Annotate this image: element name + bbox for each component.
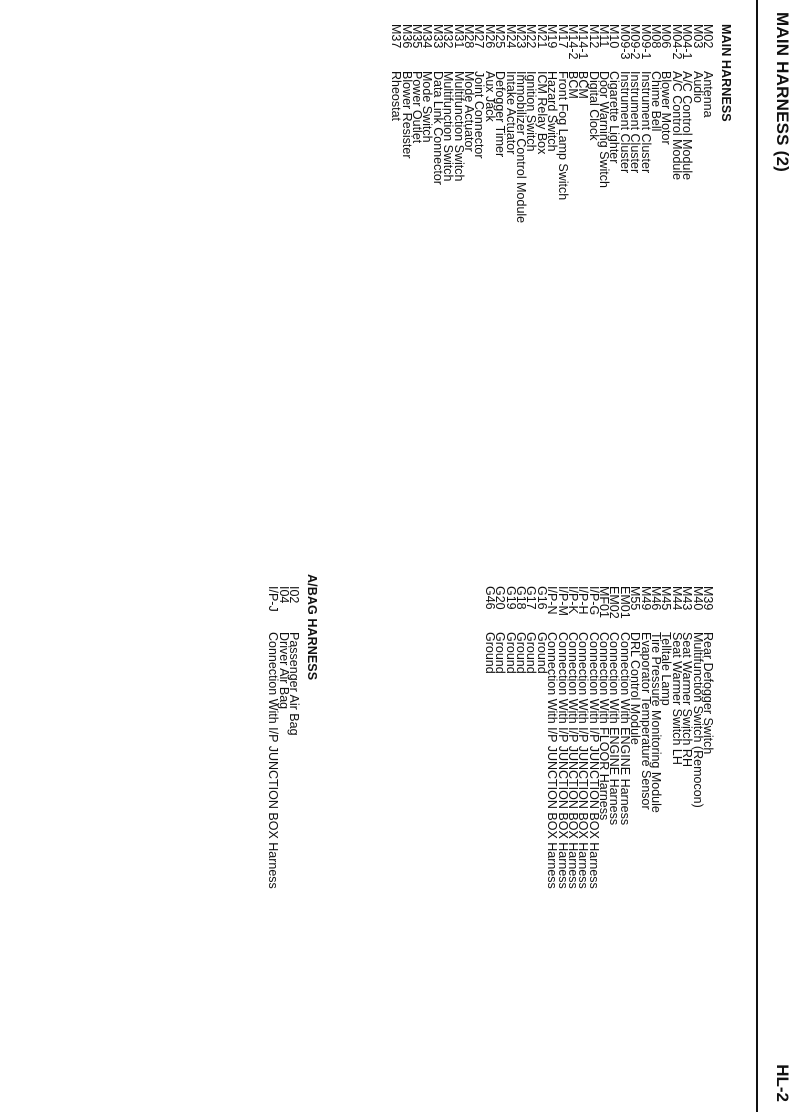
connector-code: M14-1 bbox=[576, 24, 591, 60]
connector-code: M55 bbox=[628, 586, 643, 611]
connector-description: Telltale Lamp bbox=[659, 632, 674, 706]
connector-description: Connection With I/P JUNCTION BOX Harness bbox=[545, 632, 560, 889]
connector-description: Door Warning Switch bbox=[597, 71, 612, 188]
connector-row bbox=[430, 24, 445, 223]
connector-code: M09-3 bbox=[617, 24, 632, 60]
connector-description: Multifunction Switch bbox=[441, 71, 456, 182]
connector-code: M45 bbox=[659, 586, 674, 611]
connector-description: Blower Resister bbox=[399, 71, 414, 159]
connector-row bbox=[482, 586, 497, 889]
connector-code: M43 bbox=[680, 586, 695, 611]
connector-description: Connection With FLOOR Harness bbox=[597, 632, 612, 821]
main-harness-heading: MAIN HARNESS bbox=[719, 24, 733, 122]
connector-description: Mode Switch bbox=[420, 71, 435, 143]
connector-code: M10 bbox=[607, 24, 622, 49]
connector-description: Joint Connector bbox=[472, 71, 487, 159]
connector-code: M34 bbox=[420, 24, 435, 49]
connector-code: M14-2 bbox=[565, 24, 580, 60]
connector-description: Ground bbox=[493, 632, 508, 674]
connector-code: M40 bbox=[690, 586, 705, 611]
connector-code: M39 bbox=[701, 586, 715, 611]
connector-code: M26 bbox=[482, 24, 497, 49]
connector-code: G46 bbox=[482, 586, 497, 610]
connector-code: M08 bbox=[649, 24, 664, 49]
connector-description: Antenna bbox=[701, 71, 715, 118]
connector-code: M46 bbox=[649, 586, 664, 611]
connector-description: Connection With ENGINE Harness bbox=[607, 632, 622, 826]
connector-code: M06 bbox=[659, 24, 674, 49]
main-harness-connector-list-continued bbox=[484, 586, 713, 889]
connector-code: M12 bbox=[586, 24, 601, 49]
connector-code: I/P-K bbox=[565, 586, 580, 614]
connector-code: G20 bbox=[493, 586, 508, 610]
connector-description: Driver Air Bag bbox=[276, 632, 291, 710]
connector-code: M11 bbox=[597, 24, 612, 48]
connector-description: Multifunction Switch bbox=[451, 71, 466, 182]
connector-code: M04-1 bbox=[680, 24, 695, 60]
connector-description: Ground bbox=[534, 632, 549, 674]
connector-description: Power Outlet bbox=[410, 71, 425, 144]
connector-description: Rheostat bbox=[389, 71, 404, 122]
connector-code: I/P-H bbox=[576, 586, 591, 615]
connector-description: Audio bbox=[690, 71, 705, 103]
connector-code: G19 bbox=[503, 586, 518, 610]
connector-description: BCM bbox=[565, 71, 580, 99]
connector-code: I/P-N bbox=[545, 586, 560, 615]
connector-description: Ignition Switch bbox=[524, 71, 539, 152]
connector-description: Tire Pressure Monitoring Module bbox=[649, 632, 664, 813]
connector-description: ICM Relay Box bbox=[534, 71, 549, 155]
connector-description: Connection With I/P JUNCTION BOX Harness bbox=[576, 632, 591, 889]
connector-description: Immobilizer Control Module bbox=[513, 71, 528, 224]
connector-description: Ground bbox=[513, 632, 528, 674]
connector-code: EM02 bbox=[607, 586, 622, 619]
connector-row bbox=[493, 24, 508, 223]
connector-code: I02 bbox=[287, 586, 301, 604]
connector-code: M49 bbox=[638, 586, 653, 611]
connector-description: Seat Warmer Switch RH bbox=[680, 632, 695, 767]
connector-code: M04-2 bbox=[669, 24, 684, 60]
connector-code: EM01 bbox=[617, 586, 632, 619]
connector-description: Mode Actuator bbox=[462, 71, 477, 152]
connector-description: Hazard Switch bbox=[545, 71, 560, 152]
connector-code: I/P-M bbox=[555, 586, 570, 616]
connector-description: BCM bbox=[576, 71, 591, 99]
connector-description: DRL Control Module bbox=[628, 632, 643, 745]
connector-code: M32 bbox=[441, 24, 456, 49]
connector-code: M09-2 bbox=[628, 24, 643, 60]
connector-code: I04 bbox=[276, 586, 291, 604]
connector-description: Intake Actuator bbox=[503, 71, 518, 155]
connector-code: M25 bbox=[493, 24, 508, 49]
connector-description: Connection With I/P JUNCTION BOX Harness bbox=[555, 632, 570, 889]
connector-description: Connection With I/P JUNCTION BOX Harness bbox=[565, 632, 580, 889]
connector-code: M09-1 bbox=[638, 24, 653, 60]
connector-row bbox=[399, 24, 414, 223]
connector-description: Connection With ENGINE Harness bbox=[617, 632, 632, 826]
connector-description: Blower Motor bbox=[659, 71, 674, 145]
connector-code: M37 bbox=[389, 24, 404, 49]
connector-description: Seat Warmer Switch LH bbox=[669, 632, 684, 765]
abag-harness-connector-list bbox=[268, 586, 299, 889]
connector-code: M36 bbox=[399, 24, 414, 49]
connector-code: M17 bbox=[555, 24, 570, 49]
connector-code: G16 bbox=[534, 586, 549, 610]
page-title: MAIN HARNESS (2) bbox=[773, 12, 792, 172]
connector-code: M33 bbox=[430, 24, 445, 49]
connector-code: M02 bbox=[701, 24, 715, 49]
connector-code: M24 bbox=[503, 24, 518, 49]
connector-code: I/P-G bbox=[586, 586, 601, 616]
connector-row bbox=[617, 24, 632, 223]
connector-description: Evaporator Temperature Sensor bbox=[638, 632, 653, 810]
connector-row bbox=[617, 586, 632, 889]
connector-description: Connection With I/P JUNCTION BOX Harness bbox=[586, 632, 601, 889]
connector-description: Ground bbox=[524, 632, 539, 674]
main-harness-connector-list bbox=[391, 24, 713, 223]
connector-code: M22 bbox=[524, 24, 539, 49]
connector-description: Digital Clock bbox=[586, 71, 601, 141]
connector-description: Rear Defogger Switch bbox=[701, 632, 715, 755]
header-divider bbox=[756, 0, 758, 1112]
page-number: HL-2 bbox=[773, 1064, 792, 1102]
connector-row bbox=[703, 24, 713, 223]
connector-description: Connection With I/P JUNCTION BOX Harness bbox=[266, 632, 281, 889]
connector-description: Chime Bell bbox=[649, 71, 664, 132]
connector-code: M27 bbox=[472, 24, 487, 49]
connector-description: Data Link Connector bbox=[430, 71, 445, 185]
connector-description: Aux Jack bbox=[482, 71, 497, 122]
connector-code: M31 bbox=[451, 24, 466, 49]
connector-code: G18 bbox=[513, 586, 528, 610]
connector-description: Instrument Cluster bbox=[617, 71, 632, 174]
connector-code: M03 bbox=[690, 24, 705, 49]
connector-description: Front Fog Lamp Switch bbox=[555, 71, 570, 201]
connector-code: I/P-J bbox=[266, 586, 281, 612]
connector-description: Passenger Air Bag bbox=[287, 632, 301, 736]
connector-description: Cigarette Lighter bbox=[607, 71, 622, 164]
connector-description: Defogger Timer bbox=[493, 71, 508, 158]
connector-description: A/C Control Module bbox=[680, 71, 695, 181]
connector-code: M23 bbox=[513, 24, 528, 49]
connector-code: M35 bbox=[410, 24, 425, 49]
connector-description: Instrument Cluster bbox=[638, 71, 653, 174]
abag-harness-heading: A/BAG HARNESS bbox=[305, 574, 319, 681]
connector-description: Ground bbox=[503, 632, 518, 674]
connector-description: A/C Control Module bbox=[669, 71, 684, 181]
connector-code: G17 bbox=[524, 586, 539, 610]
connector-code: M28 bbox=[462, 24, 477, 49]
connector-code: M19 bbox=[545, 24, 560, 49]
connector-description: Multifunction Switch (Remocon) bbox=[690, 632, 705, 808]
connector-row bbox=[266, 586, 281, 889]
connector-description: Ground bbox=[482, 632, 497, 674]
connector-code: M44 bbox=[669, 586, 684, 611]
connector-code: MF01 bbox=[597, 586, 612, 618]
connector-description: Instrument Cluster bbox=[628, 71, 643, 174]
connector-code: M21 bbox=[534, 24, 549, 49]
